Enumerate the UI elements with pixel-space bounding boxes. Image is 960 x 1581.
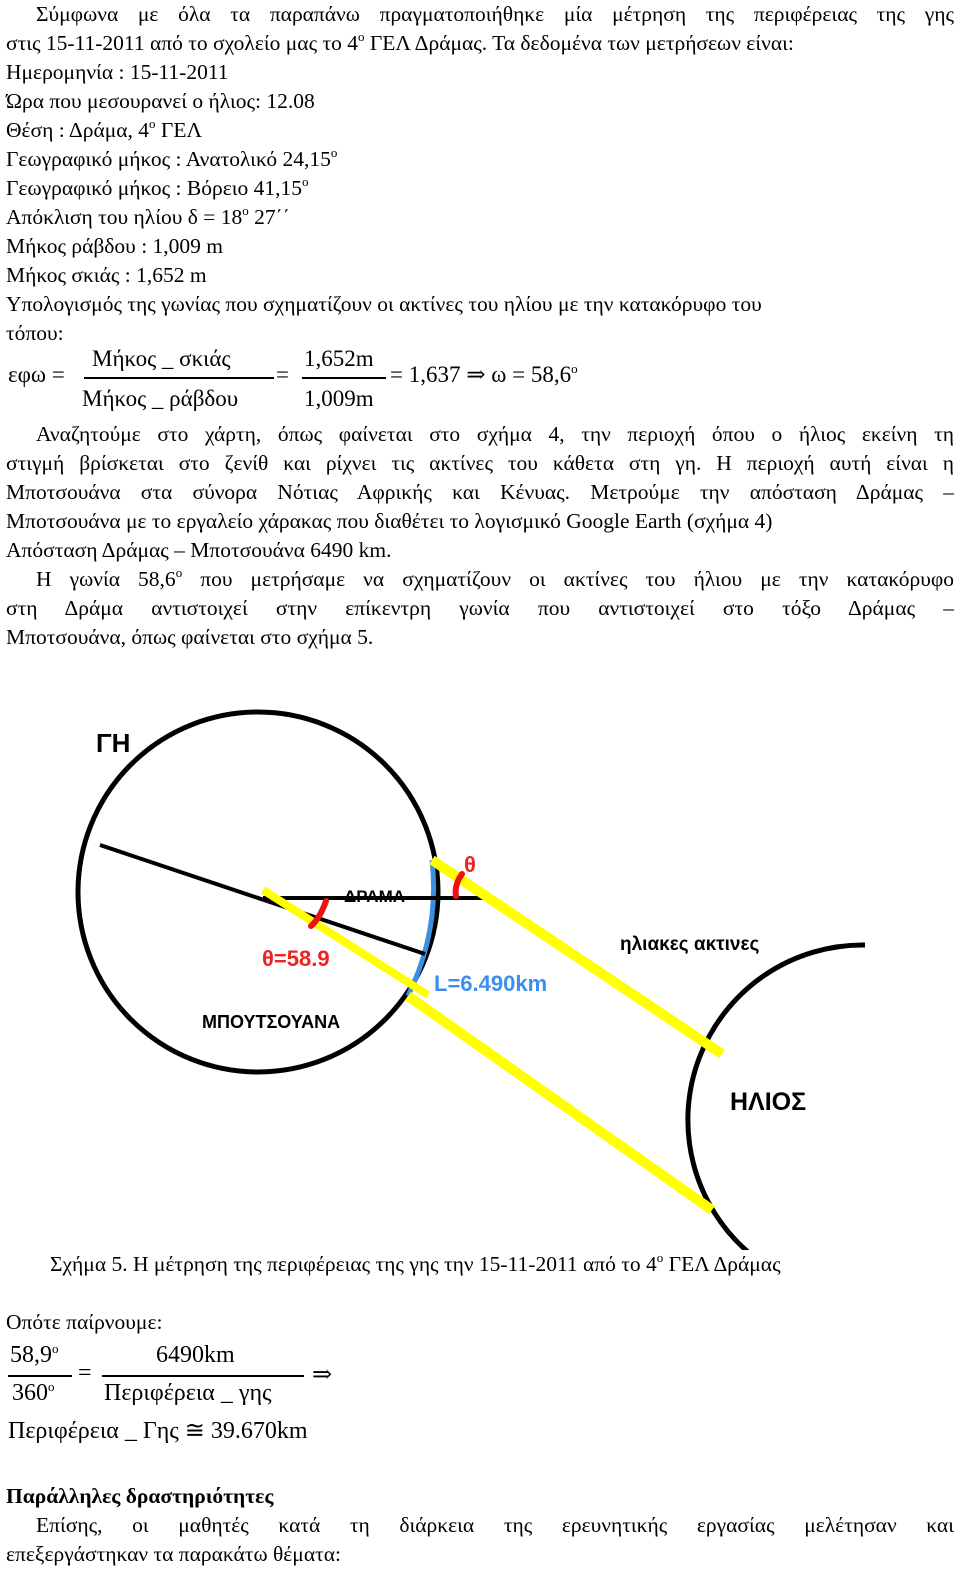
equation-lhs: εφω = (8, 362, 65, 387)
paragraph-line: Η γωνία $58,6^o$ που μετρήσαμε να σχηματίζουν οι ακτίνες του ήλιου με την κατακόρυφο (36, 565, 954, 591)
equals-sign: = (276, 362, 289, 387)
measurement-noon: Ώρα που μεσουρανεί ο ήλιος: 12.08 (6, 89, 315, 113)
measurement-longitude: Γεωγραφικό μήκος : Ανατολικό $24,15^o$ (6, 145, 338, 171)
therefore-line: Οπότε παίρνουμε: (6, 1310, 163, 1334)
paragraph-line: Μποτσουάνα στα σύνορα Νότιας Αφρικής και Κένυας. Μετρούμε την απόσταση Δράμας – (6, 480, 954, 504)
measurement-date: Ημερομηνία : 15-11-2011 (6, 60, 229, 84)
earth-sun-diagram (0, 680, 960, 1250)
arc-length-label: L=6.490km (434, 971, 548, 996)
paragraph-line: στη Δράμα αντιστοιχεί στην επίκεντρη γωνία που αντιστοιχεί στο τόξο Δράμας – (6, 596, 954, 620)
equals-sign: = (78, 1360, 92, 1386)
activities-heading: Παράλληλες δραστηριότητες (6, 1484, 274, 1508)
paragraph-line: στιγμή βρίσκεται στο ζενίθ και ρίχνει τις ακτίνες του κάθετα στη γη. Η περιοχή αυτή είναι η (6, 451, 954, 475)
measurement-rod: Μήκος ράβδου : 1,009 m (6, 234, 224, 258)
paragraph-line: Απόσταση Δράμας – Μποτσουάνα 6490 km. (6, 538, 392, 562)
paragraph-line: Σύμφωνα με όλα τα παραπάνω πραγματοποιήθηκε μία μέτρηση της περιφέρειας της γης (36, 2, 954, 26)
fraction-bar (8, 1375, 72, 1377)
measurement-shadow: Μήκος σκιάς : 1,652 m (6, 263, 207, 287)
circumference-result: Περιφέρεια _ Γης ≅ 39.670km (8, 1418, 308, 1444)
equation-denominator: 1,009m (304, 386, 374, 411)
equation-denominator: $360^o$ (12, 1379, 55, 1406)
equation-denominator: Περιφέρεια _ γης (104, 1380, 272, 1406)
implies-arrow: ⇒ (312, 1362, 333, 1388)
sun-ray-upper (432, 860, 722, 1054)
equation-result: = 1,637 ⇒ $\omega = 58,6^o$ (390, 361, 578, 387)
arc-length-marker (408, 860, 434, 996)
fraction-bar (102, 1375, 304, 1377)
measurement-declination: Απόκλιση του ηλίου $\delta = 18^o$ 27΄΄ (6, 203, 290, 229)
paragraph-line: Μποτσουάνα με το εργαλείο χάρακας που διαθέτει το λογισμικό Google Earth (σχήμα 4) (6, 509, 773, 533)
fraction-bar (302, 377, 386, 379)
equation-numerator: 1,652m (304, 346, 374, 371)
equation-numerator: $58,9^o$ (10, 1341, 59, 1368)
paragraph-line: επεξεργάστηκαν τα παρακάτω θέματα: (6, 1542, 341, 1566)
drama-label: ΔΡΑΜΑ (344, 887, 406, 906)
sun-ray-lower (408, 996, 712, 1210)
earth-label: ΓΗ (96, 728, 131, 758)
fraction-bar (84, 377, 274, 379)
paragraph-line: Αναζητούμε στο χάρτη, όπως φαίνεται στο σχήμα 4, την περιοχή όπου ο ήλιος εκείνη τη (36, 422, 954, 446)
calculation-heading: τόπου: (6, 321, 64, 345)
equation-numerator: Μήκος _ σκιάς (92, 346, 231, 371)
measurement-latitude: Γεωγραφικό μήκος : Βόρειο $41,15^o$ (6, 174, 309, 200)
measurement-place: Θέση : Δράμα, $4^o$ ΓΕΛ (6, 116, 203, 142)
paragraph-line: Επίσης, οι μαθητές κατά τη διάρκεια της ερευνητικής εργασίας μελέτησαν και (36, 1513, 954, 1537)
botswana-label: ΜΠΟΥΤΣΟΥΑΝΑ (202, 1012, 341, 1032)
sun-label: ΗΛΙΟΣ (730, 1088, 807, 1116)
theta-value-label: θ=58.9 (262, 946, 330, 971)
paragraph-line: στις 15-11-2011 από το σχολείο μας το $4^o$ ΓΕΛ Δράμας. Τα δεδομένα των μετρήσεων είναι: (6, 29, 794, 55)
calculation-heading: Υπολογισμός της γωνίας που σχηματίζουν οι ακτίνες του ηλίου με την κατακόρυφο του (6, 292, 762, 316)
paragraph-line: Μποτσουάνα, όπως φαίνεται στο σχήμα 5. (6, 625, 374, 649)
equation-denominator: Μήκος _ ράβδου (82, 386, 239, 411)
equation-numerator: 6490km (156, 1342, 235, 1368)
sun-rays-label: ηλιακες ακτινες (620, 934, 760, 955)
theta-label: θ (464, 852, 476, 877)
figure-caption: Σχήμα 5. Η μέτρηση της περιφέρειας της γης την 15-11-2011 από το $4^o$ ΓΕΛ Δράμας (50, 1250, 781, 1276)
